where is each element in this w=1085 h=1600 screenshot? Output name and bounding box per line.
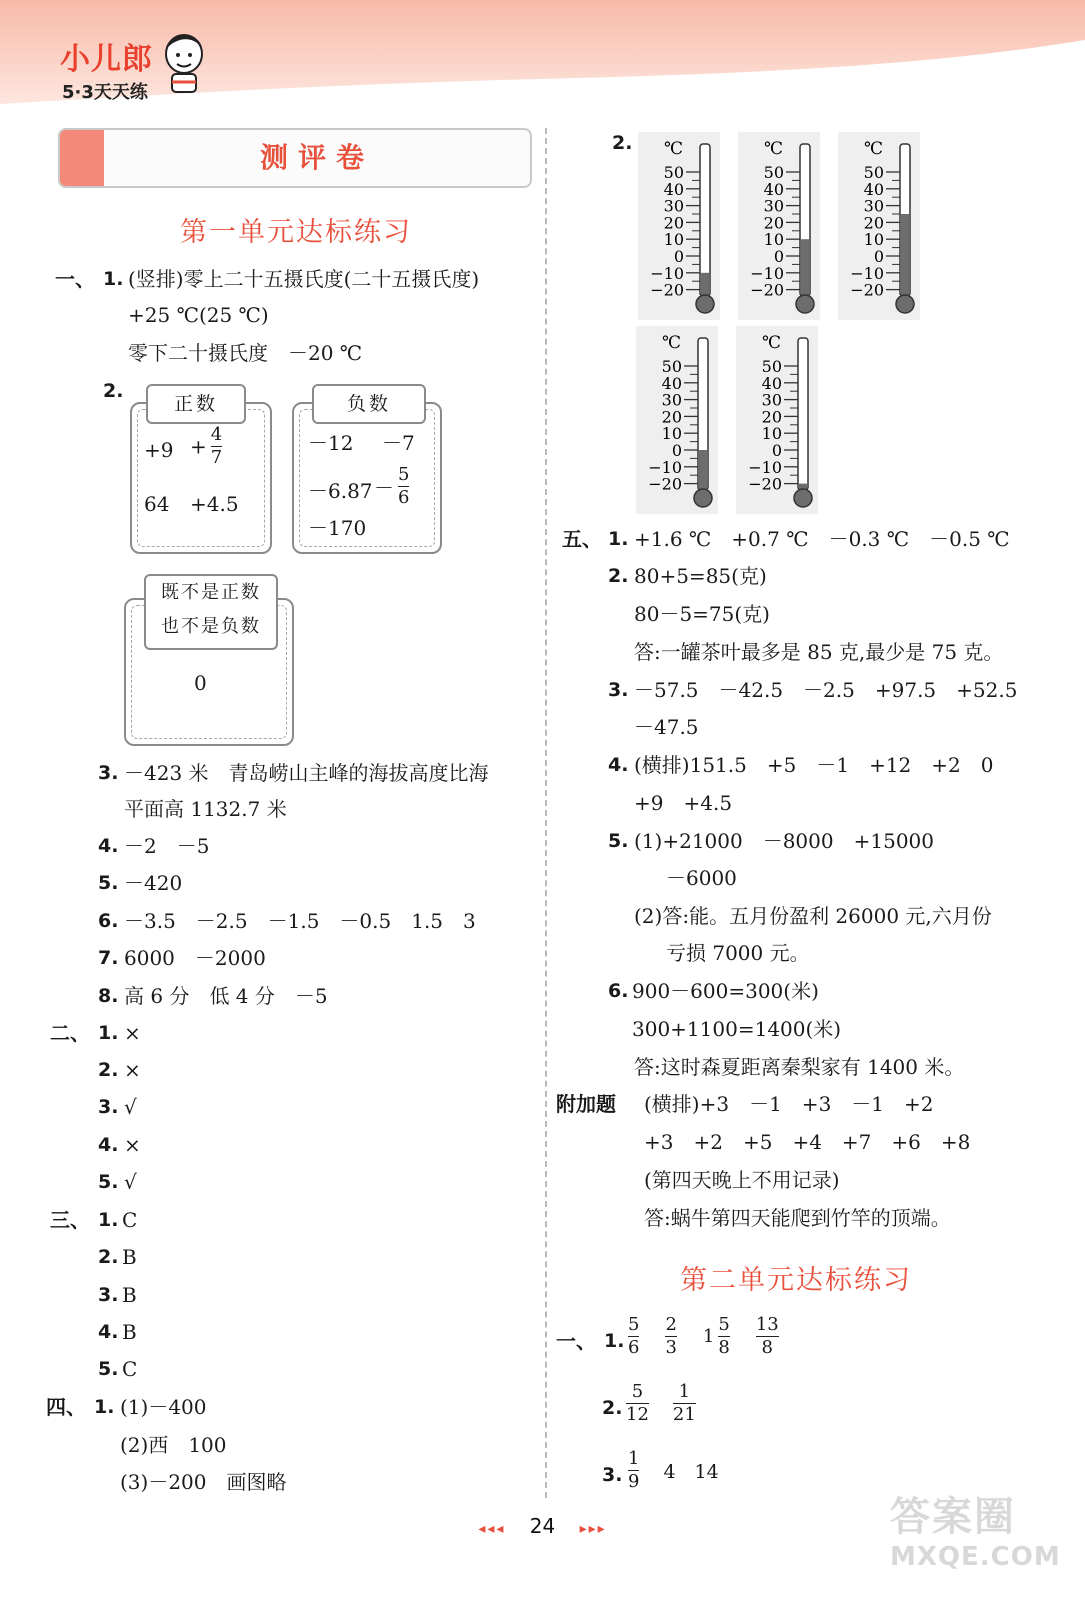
thermometer-bulb <box>896 295 914 313</box>
sec5-q2-line3: 答:一罐茶叶最多是 85 克,最少是 75 克。 <box>634 640 1004 664</box>
series-name: 5·3天天练 <box>62 82 148 103</box>
thermometer-tick-label: −10 <box>748 457 782 477</box>
unit2-q3-answers <box>624 1448 719 1493</box>
thermometer-tick-label: 30 <box>661 390 682 410</box>
fraction-denominator: 7 <box>210 447 223 468</box>
watermark-line1: 答案圈 <box>890 1494 1016 1540</box>
sec5-q3-line1: －57.5 －42.5 －2.5 +97.5 +52.5 <box>634 678 1018 702</box>
negative-value: －6.87 <box>308 479 373 503</box>
thermometer-tick-label: 20 <box>763 213 784 233</box>
unit1-title: 第一单元达标练习 <box>180 217 412 248</box>
sec4-q2-number: 2. <box>612 132 633 154</box>
thermometer-tick-label: 0 <box>671 441 682 460</box>
watermark-line2: MXQE.COM <box>890 1542 1061 1572</box>
sec5-q6-line2: 300+1100=1400(米) <box>632 1017 842 1041</box>
section-4-label: 四、 <box>46 1395 86 1419</box>
sec2-item-answer: √ <box>124 1170 137 1194</box>
sec2-item-number: 4. <box>98 1134 119 1156</box>
q3-number: 3. <box>98 762 119 784</box>
bonus-line4: 答:蜗牛第四天能爬到竹竿的顶端。 <box>644 1206 951 1230</box>
sec3-item-number: 3. <box>98 1284 119 1306</box>
sec3-item-number: 4. <box>98 1321 119 1343</box>
sec2-item-answer: √ <box>124 1095 137 1119</box>
thermometer-tick-label: 30 <box>761 390 782 410</box>
bonus-line3: (第四天晚上不用记录) <box>644 1168 840 1192</box>
unit2-q1-number: 1. <box>604 1330 625 1352</box>
bonus-line1: (横排)+3 －1 +3 －1 +2 <box>644 1092 934 1116</box>
thermometer-unit: ℃ <box>664 139 684 159</box>
bonus-label: 附加题 <box>556 1092 616 1116</box>
thermometer-bulb <box>796 295 814 313</box>
sec3-item-answer: B <box>122 1320 137 1344</box>
unit2-section-1-label: 一、 <box>556 1329 596 1353</box>
neither-label-line1: 既不是正数 <box>161 582 261 603</box>
thermometer-tick-label: 20 <box>863 213 884 233</box>
thermometer-3 <box>838 132 920 320</box>
negative-value: －7 <box>382 431 415 455</box>
unit2-q2-number: 2. <box>602 1397 623 1419</box>
thermometer-tick-label: 10 <box>663 230 684 250</box>
thermometer-tick-label: 10 <box>661 424 682 444</box>
positive-value: 64 <box>144 492 170 516</box>
neither-label <box>144 574 278 650</box>
thermometer-tick-label: −20 <box>648 474 682 494</box>
page-number: 24 <box>529 1514 556 1538</box>
q2-number: 2. <box>103 380 124 402</box>
thermometer-bulb <box>696 295 714 313</box>
thermometer-tick-label: 10 <box>863 230 884 250</box>
q5-number: 5. <box>98 872 119 894</box>
sec2-item-number: 1. <box>98 1022 119 1044</box>
q3-answer-line2: 平面高 1132.7 米 <box>124 797 287 821</box>
unit2-q1-fractions <box>624 1314 783 1359</box>
thermometer-tick-label: 10 <box>763 230 784 250</box>
thermometer-liquid <box>699 450 707 492</box>
sec3-item-answer: C <box>122 1208 138 1232</box>
sec5-q3-line2: －47.5 <box>634 715 699 739</box>
unit2-q3-number: 3. <box>602 1464 623 1486</box>
thermometer-tick-label: −20 <box>748 474 782 494</box>
fraction-numerator: 5 <box>628 1314 640 1335</box>
thermometer-tick-label: 50 <box>663 163 684 182</box>
unit2-title: 第二单元达标练习 <box>680 1265 912 1296</box>
section-1-label: 一、 <box>55 267 95 291</box>
q7-answer: 6000 －2000 <box>124 946 266 970</box>
thermometer-tick-label: 50 <box>763 163 784 182</box>
sec5-q5-line4: 亏损 7000 元。 <box>666 941 810 965</box>
banner-title: 测评卷 <box>259 141 374 174</box>
fraction-denominator: 8 <box>761 1337 773 1358</box>
sec4-q1-part3: (3)－200 画图略 <box>120 1470 287 1494</box>
fraction-numerator: 1 <box>678 1381 691 1402</box>
fraction-sign: － <box>374 476 394 500</box>
thermometer-1 <box>638 132 720 320</box>
thermometer-5 <box>736 326 818 514</box>
positive-value: +4.5 <box>190 492 239 516</box>
thermometer-tick-label: 40 <box>863 179 884 199</box>
q4-answer: －2 －5 <box>124 834 210 858</box>
negative-value: －170 <box>308 516 367 540</box>
thermometer-tick-label: 30 <box>763 196 784 216</box>
fraction-denominator: 6 <box>398 487 410 508</box>
mascot-boy-icon <box>158 26 210 96</box>
thermometer-tick-label: 30 <box>663 196 684 216</box>
positive-label: 正数 <box>146 384 246 424</box>
sec5-q4-number: 4. <box>608 754 629 776</box>
sec5-q4-line2: +9 +4.5 <box>634 791 733 815</box>
brand-logo: 小儿郎 <box>60 42 153 77</box>
neither-value: 0 <box>194 671 207 695</box>
thermometer-tube <box>798 338 808 490</box>
q1-answer-line2: +25 ℃(25 ℃) <box>128 303 269 327</box>
sec3-item-answer: C <box>122 1357 138 1381</box>
thermometer-bulb <box>694 489 712 507</box>
sec5-q2-number: 2. <box>608 565 629 587</box>
next-arrows-icon: ▸▸▸ <box>579 1521 607 1537</box>
sec4-q1-part1: (1)－400 <box>120 1395 207 1419</box>
q6-answer: －3.5 －2.5 －1.5 －0.5 1.5 3 <box>124 909 476 933</box>
thermometer-tick-label: 0 <box>771 441 782 460</box>
sec2-item-answer: × <box>124 1133 141 1157</box>
thermometer-liquid <box>701 273 709 298</box>
fraction-denominator: 9 <box>628 1471 640 1492</box>
sec5-q5-line3: (2)答:能。五月份盈利 26000 元,六月份 <box>634 904 992 928</box>
fraction-numerator: 1 <box>628 1448 640 1469</box>
thermometer-tick-label: −10 <box>750 263 784 283</box>
thermometer-tick-label: 0 <box>673 247 684 266</box>
thermometer-4 <box>636 326 718 514</box>
thermometer-liquid <box>901 214 909 298</box>
negative-label: 负数 <box>312 384 426 424</box>
sec5-q6-line1: 900－600=300(米) <box>632 979 819 1003</box>
fraction-denominator: 3 <box>665 1337 677 1358</box>
thermometer-unit: ℃ <box>764 139 784 159</box>
q4-number: 4. <box>98 835 119 857</box>
sec3-item-number: 1. <box>98 1209 119 1231</box>
thermometer-tick-label: 30 <box>863 196 884 216</box>
sec5-q3-number: 3. <box>608 679 629 701</box>
q7-number: 7. <box>98 947 119 969</box>
thermometer-tick-label: 10 <box>761 424 782 444</box>
thermometer-liquid <box>801 239 809 298</box>
q1-number: 1. <box>103 268 124 290</box>
fraction-denominator: 12 <box>626 1404 649 1425</box>
q3-answer-line1: －423 米 青岛崂山主峰的海拔高度比海 <box>124 761 489 785</box>
q1-answer-line3: 零下二十摄氏度 －20 ℃ <box>128 341 363 365</box>
thermometer-tick-label: 0 <box>873 247 884 266</box>
thermometer-tick-label: −20 <box>750 280 784 300</box>
sec2-item-answer: × <box>124 1058 141 1082</box>
thermometer-tick-label: 20 <box>761 407 782 427</box>
thermometer-unit: ℃ <box>762 333 782 353</box>
fraction-denominator: 8 <box>718 1337 730 1358</box>
q8-number: 8. <box>98 985 119 1007</box>
mixed-whole: 1 <box>702 1326 715 1347</box>
banner-tab <box>60 130 104 186</box>
thermometer-tick-label: −20 <box>650 280 684 300</box>
fraction-sign: + <box>190 434 207 459</box>
watermark <box>890 1485 1061 1572</box>
positive-value: +9 <box>144 438 174 462</box>
thermometer-tick-label: 40 <box>661 373 682 393</box>
positive-fraction <box>190 424 226 469</box>
sec3-item-answer: B <box>122 1283 137 1307</box>
sec5-q6-line3: 答:这时森夏距离秦梨家有 1400 米。 <box>634 1055 965 1079</box>
unit2-q3-rest: 4 14 <box>663 1461 719 1483</box>
sec5-q5-line1: (1)+21000 －8000 +15000 <box>634 829 934 853</box>
bonus-line2: +3 +2 +5 +4 +7 +6 +8 <box>644 1130 971 1154</box>
thermometer-tick-label: 50 <box>761 357 782 376</box>
sec5-q5-line2: －6000 <box>666 866 737 890</box>
section-3-label: 三、 <box>50 1208 90 1232</box>
section-5-label: 五、 <box>562 527 602 551</box>
thermometer-tick-label: 40 <box>761 373 782 393</box>
thermometer-unit: ℃ <box>662 333 682 353</box>
fraction-numerator: 13 <box>755 1314 779 1335</box>
thermometer-tick-label: −10 <box>850 263 884 283</box>
sec4-q1-number: 1. <box>94 1396 115 1418</box>
sec5-q4-line1: (横排)151.5 +5 －1 +12 +2 0 <box>634 753 994 777</box>
thermometer-tick-label: 50 <box>863 163 884 182</box>
sec2-item-answer: × <box>124 1021 141 1045</box>
thermometer-tick-label: 50 <box>661 357 682 376</box>
sec3-item-number: 5. <box>98 1358 119 1380</box>
thermometer-tick-label: 40 <box>663 179 684 199</box>
q5-answer: －420 <box>124 871 183 895</box>
q1-answer-line1: (竖排)零上二十五摄氏度(二十五摄氏度) <box>128 267 480 291</box>
sec3-item-answer: B <box>122 1245 137 1269</box>
thermometer-tick-label: 20 <box>663 213 684 233</box>
negative-fraction <box>374 464 413 509</box>
fraction-numerator: 5 <box>631 1381 644 1402</box>
sec3-item-number: 2. <box>98 1246 119 1268</box>
thermometer-tick-label: −20 <box>850 280 884 300</box>
prev-arrows-icon: ◂◂◂ <box>478 1521 506 1537</box>
negative-value: －12 <box>308 431 354 455</box>
thermometer-bulb <box>794 489 812 507</box>
unit2-q2-fractions <box>622 1381 700 1426</box>
fraction-numerator: 2 <box>665 1314 677 1335</box>
fraction-numerator: 4 <box>210 424 223 445</box>
test-paper-banner <box>58 128 532 188</box>
fraction-numerator: 5 <box>398 464 410 485</box>
thermometer-tick-label: −10 <box>650 263 684 283</box>
thermometer-tick-label: 40 <box>763 179 784 199</box>
sec5-q1-number: 1. <box>608 528 629 550</box>
q8-answer: 高 6 分 低 4 分 －5 <box>124 984 328 1008</box>
fraction-numerator: 5 <box>718 1314 730 1335</box>
sec5-q5-number: 5. <box>608 830 629 852</box>
column-divider <box>545 128 547 1498</box>
thermometer-2 <box>738 132 820 320</box>
sec5-q1-answer: +1.6 ℃ +0.7 ℃ －0.3 ℃ －0.5 ℃ <box>634 527 1010 551</box>
sec2-item-number: 3. <box>98 1096 119 1118</box>
thermometer-tick-label: −10 <box>648 457 682 477</box>
section-2-label: 二、 <box>50 1021 90 1045</box>
sec2-item-number: 2. <box>98 1059 119 1081</box>
sec4-q1-part2: (2)西 100 <box>120 1433 227 1457</box>
thermometer-tick-label: 20 <box>661 407 682 427</box>
thermometer-tick-label: 0 <box>773 247 784 266</box>
sec5-q2-line1: 80+5=85(克) <box>634 564 767 588</box>
sec5-q6-number: 6. <box>608 980 629 1002</box>
fraction-denominator: 21 <box>672 1404 696 1425</box>
fraction-denominator: 6 <box>628 1337 640 1358</box>
q6-number: 6. <box>98 910 119 932</box>
sec5-q2-line2: 80－5=75(克) <box>634 602 770 626</box>
sec2-item-number: 5. <box>98 1171 119 1193</box>
thermometer-unit: ℃ <box>864 139 884 159</box>
neither-label-line2: 也不是负数 <box>161 616 261 637</box>
